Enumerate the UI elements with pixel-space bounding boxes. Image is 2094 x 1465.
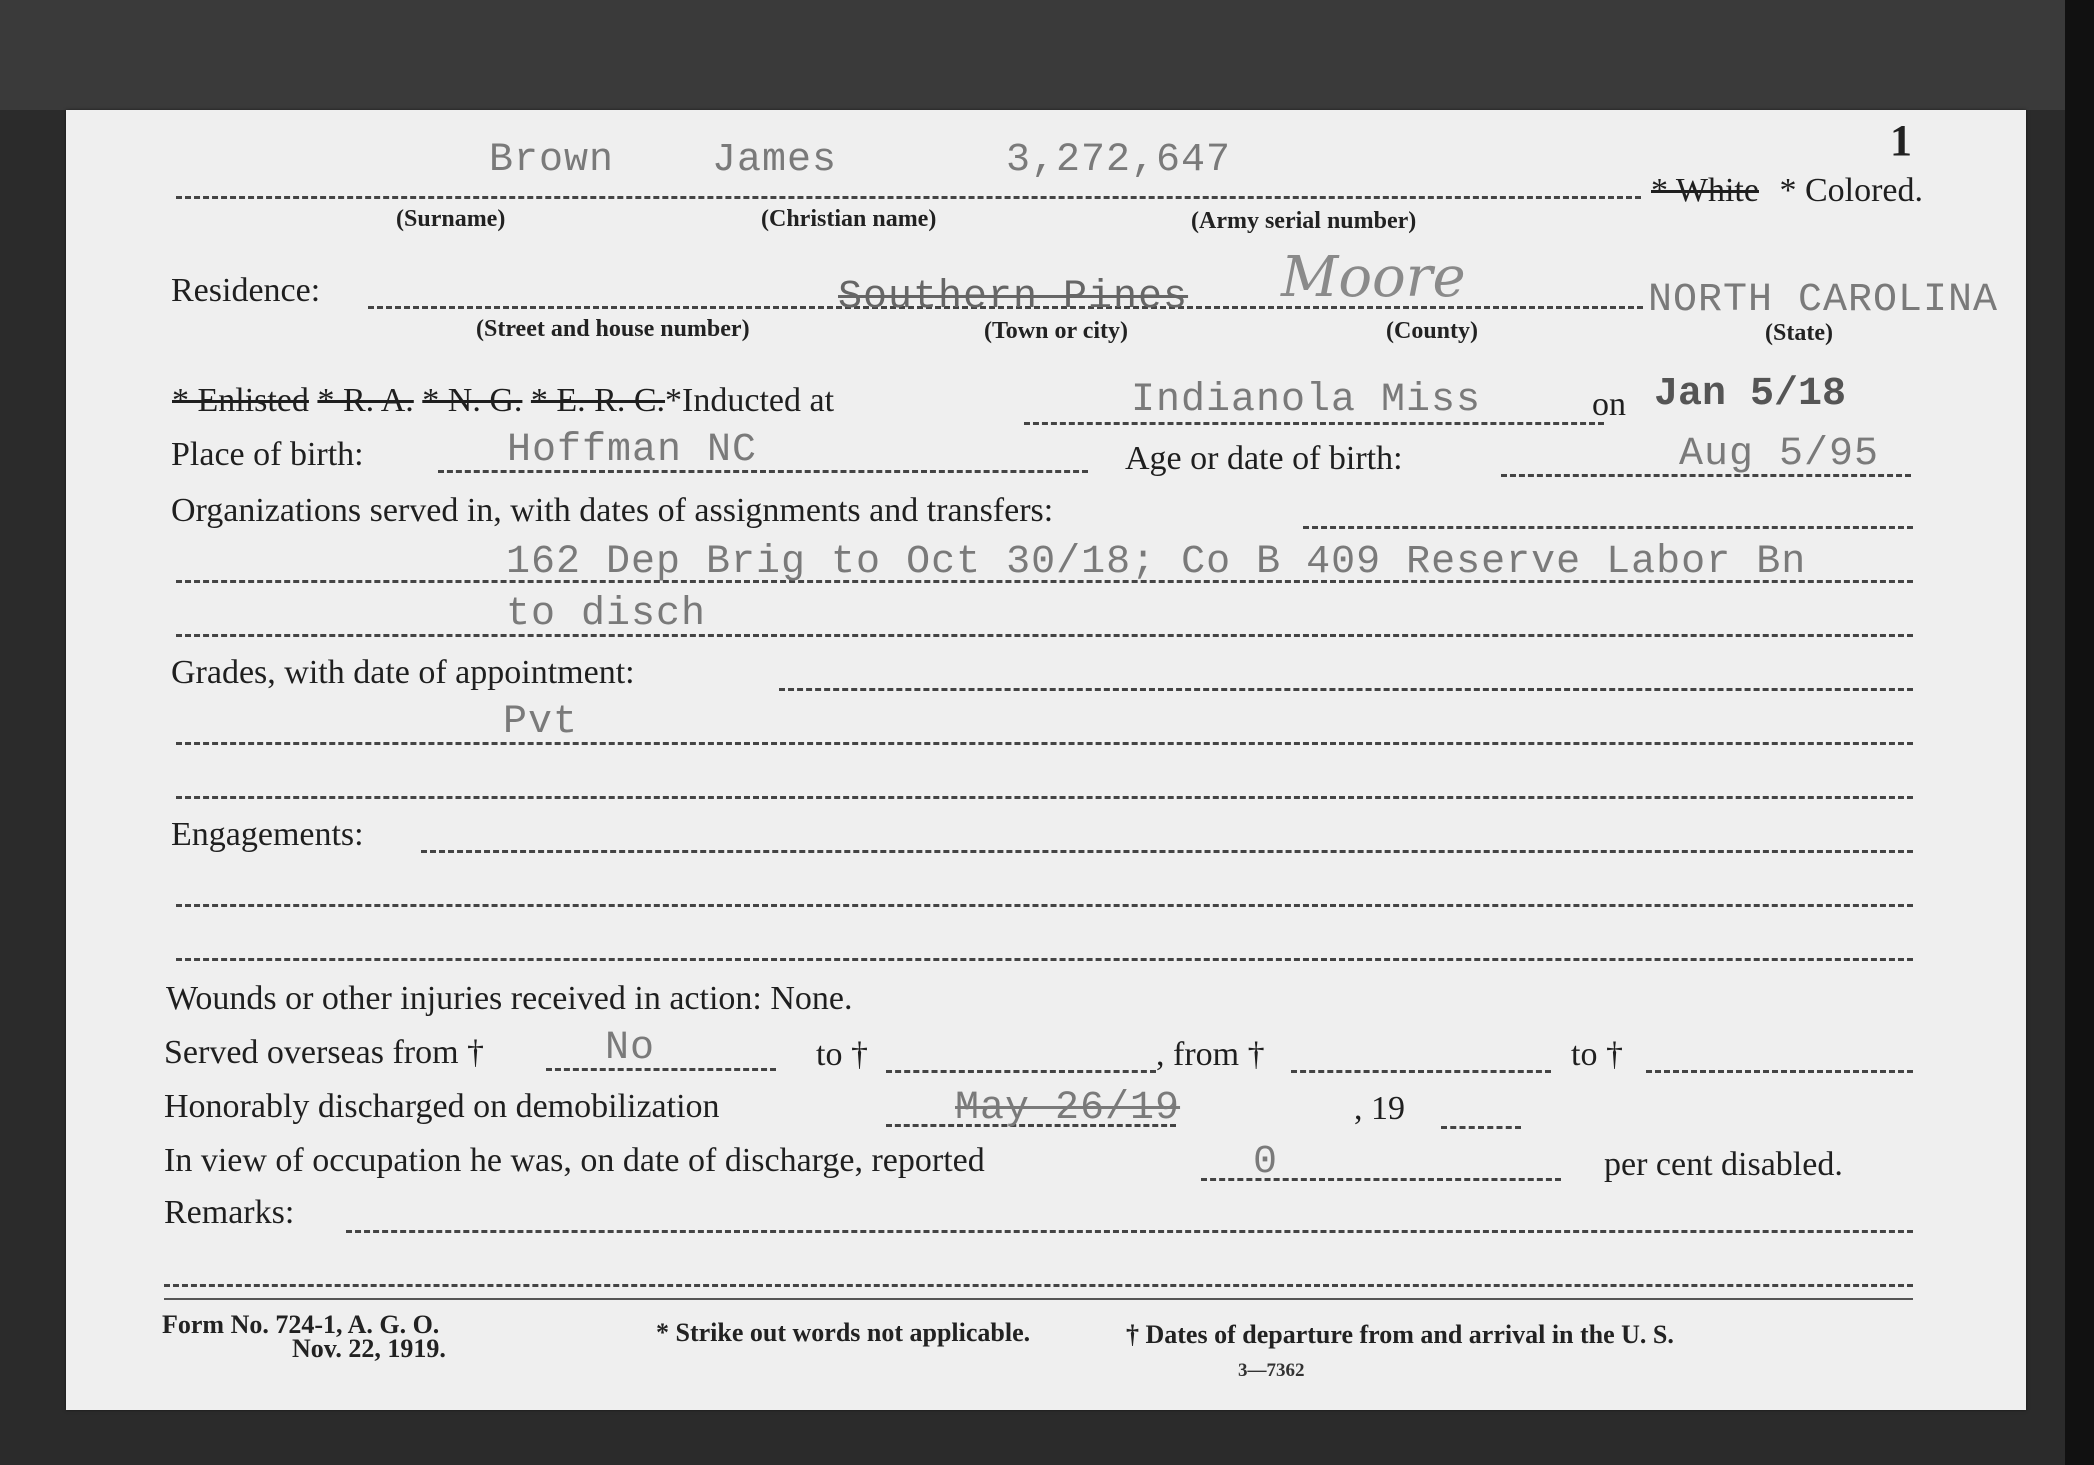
christian-name-caption: (Christian name) [761,206,937,232]
grades-line-0 [779,688,1913,691]
remarks-line-1 [164,1284,1913,1287]
discharge-year-line [1441,1126,1521,1129]
race-white: * White [1651,172,1759,209]
street-caption: (Street and house number) [476,316,750,342]
discharge-year-suffix: , 19 [1354,1090,1405,1127]
overseas-to-line-2 [1646,1070,1913,1073]
age-label: Age or date of birth: [1125,440,1403,477]
discharge-date-value: May 26/19 [955,1086,1181,1131]
overseas-to-label-1: to † [816,1036,868,1073]
overseas-from-line-1 [546,1068,776,1071]
organizations-label: Organizations served in, with dates of assignments and transfers: [171,492,1054,529]
inducted-on-label: on [1592,386,1626,423]
grades-label: Grades, with date of appointment: [171,654,635,691]
place-of-birth-label: Place of birth: [171,436,364,473]
organizations-line-0 [1303,526,1913,529]
race-colored: * Colored. [1779,172,1924,209]
residence-label: Residence: [171,272,321,309]
surname-value: Brown [489,138,615,183]
engagements-line-1 [176,904,1913,907]
card-number: 1 [1890,116,1912,165]
discharge-label: Honorably discharged on demobilization [164,1088,720,1125]
grades-line-2 [176,796,1913,799]
residence-town-value: Southern Pines [838,275,1189,320]
organizations-line-2 [176,634,1913,637]
engagements-line-2 [176,958,1913,961]
overseas-to-line-1 [886,1070,1156,1073]
inducted-date-value: Jan 5/18 [1654,372,1847,417]
enlistment-options [172,382,834,420]
serial-number-value: 3,272,647 [1006,138,1232,183]
disability-suffix: per cent disabled. [1604,1146,1843,1183]
form-date: Nov. 22, 1919. [292,1334,446,1363]
inducted-at-label: *Inducted at [665,382,835,419]
grades-value: Pvt [503,700,579,745]
overseas-to-label-2: to † [1571,1036,1623,1073]
overseas-from-value: No [605,1026,656,1071]
wounds-label: Wounds or other injuries received in action: [166,980,762,1017]
ng-option: * N. G. [422,382,523,419]
strike-note: * Strike out words not applicable. [656,1318,1031,1347]
organizations-value-1: 162 Dep Brig to Oct 30/18; Co B 409 Reserve Labor Bn [506,540,1807,585]
disability-label: In view of occupation he was, on date of discharge, reported [164,1142,985,1179]
dates-note: † Dates of departure from and arrival in the U. S. [1126,1320,1674,1349]
enlisted-option: * Enlisted [172,382,309,419]
race-options [1651,172,1923,210]
overseas-from-line-2 [1291,1070,1551,1073]
scanner-background-right [2065,0,2094,1465]
surname-caption: (Surname) [396,206,506,232]
birth-date-value: Aug 5/95 [1679,432,1880,477]
remarks-line-0 [346,1230,1913,1233]
form-number: Form No. 724-1, A. G. O. [162,1310,440,1339]
christian-name-value: James [712,138,838,183]
engagements-line-0 [421,850,1913,853]
residence-county-value: Moore [1281,245,1466,310]
engagements-label: Engagements: [171,816,364,853]
grades-line-1 [176,742,1913,745]
disability-value: 0 [1253,1140,1279,1185]
wounds-value: None. [770,980,853,1017]
wounds-row [166,980,853,1018]
remarks-label: Remarks: [164,1194,295,1231]
ra-option: * R. A. [317,382,414,419]
county-caption: (County) [1386,318,1479,344]
place-of-birth-value: Hoffman NC [507,428,758,473]
print-code: 3—7362 [1238,1360,1305,1381]
state-caption: (State) [1765,320,1833,346]
organizations-value-2: to disch [506,592,707,637]
serial-number-caption: (Army serial number) [1191,208,1417,234]
overseas-label: Served overseas from † [164,1034,485,1071]
town-caption: (Town or city) [984,318,1128,344]
overseas-from-label-2: , from † [1156,1036,1265,1073]
name-line [176,196,1641,199]
inducted-place-value: Indianola Miss [1131,378,1482,423]
erc-option: * E. R. C. [530,382,666,419]
scanner-background-top [0,0,2094,110]
residence-state-value: NORTH CAROLINA [1648,278,1999,323]
service-record-card [66,110,2026,1410]
footer-rule [164,1298,1913,1300]
